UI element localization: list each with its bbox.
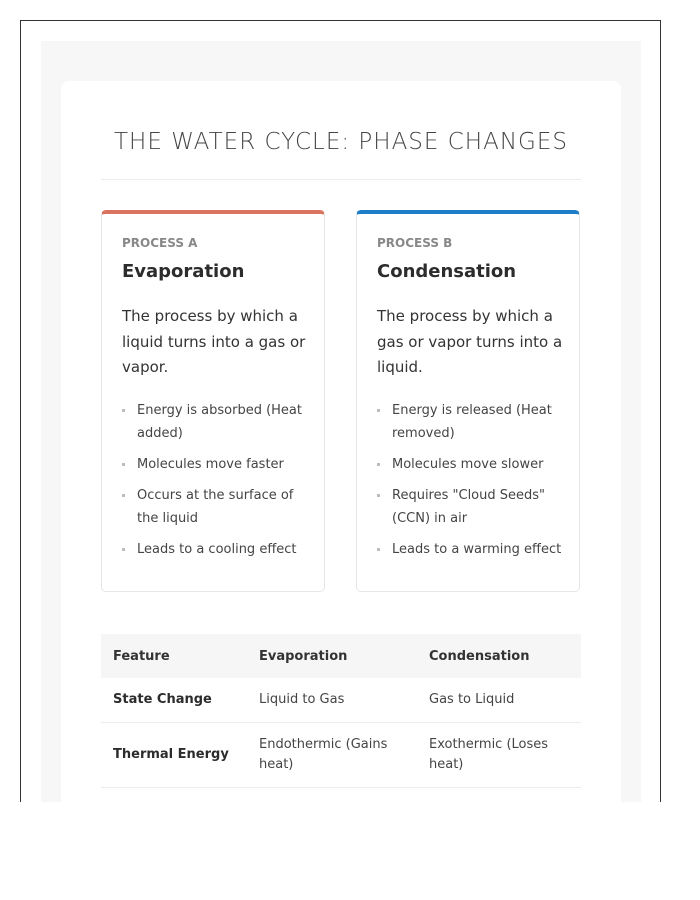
process-card-condensation (356, 210, 580, 592)
bullet-icon (377, 409, 380, 412)
list-item (377, 484, 567, 530)
process-points-list (377, 399, 567, 569)
process-label: PROCESS A (122, 236, 198, 250)
process-description: The process by which a liquid turns into a gas or vapor. (122, 307, 306, 376)
table-header-row (101, 634, 581, 678)
point-text: Molecules move slower (392, 457, 544, 472)
point-text: Leads to a cooling effect (137, 542, 297, 557)
bullet-icon (377, 463, 380, 466)
bullet-icon (122, 463, 125, 466)
point-text: Occurs at the surface of the liquid (137, 488, 294, 526)
bullet-icon (377, 494, 380, 497)
table-cell: Gas to Liquid (417, 678, 581, 723)
bullet-icon (122, 409, 125, 412)
column-header: Evaporation (247, 634, 417, 678)
bullet-icon (122, 548, 125, 551)
table-cell: Liquid to Gas (247, 678, 417, 723)
page-background (41, 41, 641, 802)
table-row (101, 678, 581, 723)
table-row (101, 723, 581, 788)
process-label: PROCESS B (377, 236, 453, 250)
content-card (61, 81, 621, 802)
list-item (377, 453, 567, 476)
point-text: Requires "Cloud Seeds" (CCN) in air (392, 488, 546, 526)
list-item (377, 538, 567, 561)
bullet-icon (377, 548, 380, 551)
table-cell: Endothermic (Gains heat) (247, 723, 417, 788)
list-item (122, 453, 312, 476)
column-header: Feature (101, 634, 247, 678)
process-name: Evaporation (122, 261, 245, 282)
comparison-table (101, 634, 581, 788)
list-item (377, 399, 567, 445)
column-header: Condensation (417, 634, 581, 678)
list-item (122, 484, 312, 530)
page-title: THE WATER CYCLE: PHASE CHANGES (114, 129, 568, 155)
process-card-evaporation (101, 210, 325, 592)
bullet-icon (122, 494, 125, 497)
point-text: Energy is absorbed (Heat added) (137, 403, 302, 441)
process-points-list (122, 399, 312, 569)
table-cell-feature: Thermal Energy (101, 723, 247, 788)
process-name: Condensation (377, 261, 517, 282)
list-item (122, 399, 312, 445)
list-item (122, 538, 312, 561)
process-description: The process by which a gas or vapor turns into a liquid. (377, 307, 563, 376)
table-cell-feature: State Change (101, 678, 247, 723)
document-frame (20, 20, 661, 802)
point-text: Leads to a warming effect (392, 542, 562, 557)
title-divider (101, 179, 581, 180)
point-text: Molecules move faster (137, 457, 284, 472)
point-text: Energy is released (Heat removed) (392, 403, 552, 441)
table-cell: Exothermic (Loses heat) (417, 723, 581, 788)
